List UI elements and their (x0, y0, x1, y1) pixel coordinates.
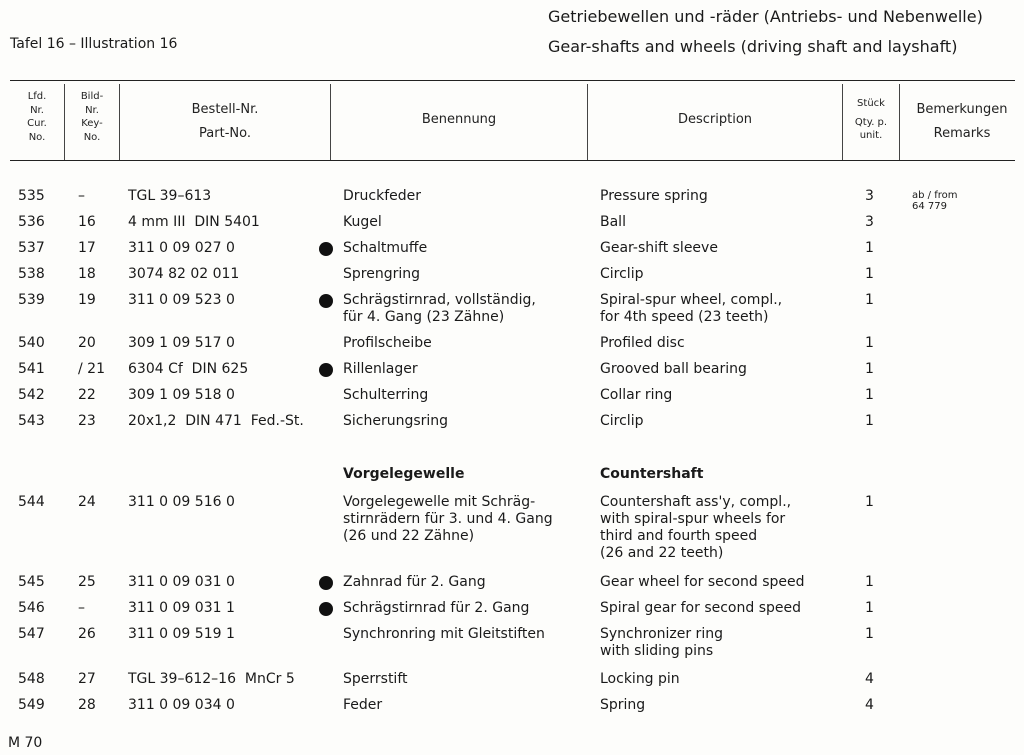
row-en-cell: Ball (600, 214, 626, 230)
row-lfd-cell: 546 (18, 600, 45, 616)
row-part-cell: 311 0 09 031 0 (128, 574, 235, 590)
row-bild-cell: 23 (78, 413, 96, 429)
row-en-cell: Spiral-spur wheel, compl., for 4th speed (23 teeth) (600, 292, 783, 325)
header-text: Stück (857, 98, 885, 109)
row-part-cell: 311 0 09 516 0 (128, 494, 235, 510)
row-bild-cell: 26 (78, 626, 96, 642)
row-en-cell: Countershaft (600, 466, 704, 482)
row-bild-cell: 25 (78, 574, 96, 590)
row-de-cell: Vorgelegewelle (343, 466, 465, 482)
row-part-cell: 3074 82 02 011 (128, 266, 240, 282)
header-text: Lfd. (27, 91, 47, 102)
row-part-cell: 6304 Cf DIN 625 (128, 361, 249, 377)
row-lfd-cell: 537 (18, 240, 45, 256)
header-benennung: Benennung (421, 112, 497, 127)
row-qty-cell: 1 (865, 494, 874, 510)
row-bild-cell: – (78, 188, 85, 204)
row-en-cell: Locking pin (600, 671, 680, 687)
row-qty-cell: 1 (865, 574, 874, 590)
row-qty-cell: 3 (865, 188, 874, 204)
row-en-cell: Spiral gear for second speed (600, 600, 801, 616)
row-de-cell: Sprengring (343, 266, 420, 282)
row-en-cell: Collar ring (600, 387, 673, 403)
row-bild-cell: 24 (78, 494, 96, 510)
row-lfd-cell: 536 (18, 214, 45, 230)
row-qty-cell: 1 (865, 240, 874, 256)
row-qty-cell: 1 (865, 626, 874, 642)
marker-dot-icon (319, 242, 333, 256)
header-text: Nr. (85, 104, 99, 116)
row-en-cell: Spring (600, 697, 646, 713)
row-de-cell: Schrägstirnrad für 2. Gang (343, 600, 530, 616)
row-qty-cell: 1 (865, 413, 874, 429)
row-bild-cell: 18 (78, 266, 96, 282)
row-qty-cell: 3 (865, 214, 874, 230)
row-qty-cell: 1 (865, 361, 874, 377)
row-bild-cell: 22 (78, 387, 96, 403)
marker-dot-icon (319, 294, 333, 308)
header-text: Nr. (30, 104, 44, 116)
row-de-cell: Feder (343, 697, 383, 713)
row-part-cell: 20x1,2 DIN 471 Fed.-St. (128, 413, 304, 429)
row-de-cell: Vorgelegewelle mit Schräg- stirnrädern für 3. und 4. Gang (26 und 22 Zähne) (343, 494, 553, 544)
row-part-cell: 311 0 09 523 0 (128, 292, 235, 308)
row-lfd-cell: 545 (18, 574, 45, 590)
row-bild-cell: 27 (78, 671, 96, 687)
row-en-cell: Synchronizer ring with sliding pins (600, 626, 723, 659)
row-lfd-cell: 538 (18, 266, 45, 282)
row-bild-cell: 20 (78, 335, 96, 351)
row-de-cell: Sicherungsring (343, 413, 449, 429)
row-en-cell: Gear-shift sleeve (600, 240, 718, 256)
row-de-cell: Schrägstirnrad, vollständig, für 4. Gang (23 Zähne) (343, 292, 536, 325)
row-lfd-cell: 548 (18, 671, 45, 687)
row-part-cell: 311 0 09 031 1 (128, 600, 235, 616)
row-lfd-cell: 539 (18, 292, 45, 308)
row-part-cell: 311 0 09 034 0 (128, 697, 235, 713)
row-lfd-cell: 543 (18, 413, 45, 429)
row-part-cell: 309 1 09 518 0 (128, 387, 235, 403)
row-de-cell: Zahnrad für 2. Gang (343, 574, 486, 590)
title-german: Getriebewellen und -räder (Antriebs- und Nebenwelle) (548, 7, 983, 26)
row-de-cell: Rillenlager (343, 361, 418, 377)
row-lfd-cell: 542 (18, 387, 45, 403)
row-de-cell: Schulterring (343, 387, 429, 403)
row-de-cell: Kugel (343, 214, 382, 230)
row-lfd-cell: 535 (18, 188, 45, 204)
row-en-cell: Circlip (600, 413, 644, 429)
row-part-cell: 311 0 09 519 1 (128, 626, 235, 642)
page-number: M 70 (8, 735, 43, 751)
row-bild-cell: / 21 (78, 361, 105, 377)
row-bild-cell: 17 (78, 240, 96, 256)
row-de-cell: Schaltmuffe (343, 240, 428, 256)
header-text: No. (83, 131, 101, 143)
title-english: Gear-shafts and wheels (driving shaft and layshaft) (548, 37, 958, 56)
row-lfd-cell: 549 (18, 697, 45, 713)
plate-label: Tafel 16 – Illustration 16 (10, 36, 178, 52)
header-text: Key- (81, 118, 103, 129)
row-rem-cell: ab / from 64 779 (912, 190, 958, 212)
header-text: Bild- (80, 91, 104, 102)
row-part-cell: 311 0 09 027 0 (128, 240, 235, 256)
row-qty-cell: 1 (865, 387, 874, 403)
row-lfd-cell: 540 (18, 335, 45, 351)
row-bild-cell: 19 (78, 292, 96, 308)
row-qty-cell: 1 (865, 600, 874, 616)
row-en-cell: Grooved ball bearing (600, 361, 747, 377)
row-en-cell: Countershaft ass'y, compl., with spiral-spur wheels for third and fourth speed (26 and 22 teeth) (600, 494, 792, 561)
marker-dot-icon (319, 363, 333, 377)
row-qty-cell: 4 (865, 671, 874, 687)
header-description: Description (677, 112, 753, 127)
marker-dot-icon (319, 602, 333, 616)
row-de-cell: Druckfeder (343, 188, 422, 204)
row-qty-cell: 1 (865, 292, 874, 308)
marker-dot-icon (319, 576, 333, 590)
row-lfd-cell: 541 (18, 361, 45, 377)
row-qty-cell: 4 (865, 697, 874, 713)
header-text: Remarks (933, 126, 991, 142)
row-part-cell: TGL 39–613 (128, 188, 212, 204)
row-lfd-cell: 547 (18, 626, 45, 642)
row-en-cell: Gear wheel for second speed (600, 574, 805, 590)
header-text: No. (28, 131, 46, 143)
row-bild-cell: 28 (78, 697, 96, 713)
row-qty-cell: 1 (865, 335, 874, 351)
header-text: unit. (859, 130, 883, 141)
row-bild-cell: 16 (78, 214, 96, 230)
row-en-cell: Circlip (600, 266, 644, 282)
header-text: Bestell-Nr. (191, 102, 259, 117)
row-de-cell: Synchronring mit Gleitstiften (343, 626, 545, 642)
row-part-cell: TGL 39–612–16 MnCr 5 (128, 671, 295, 687)
header-text: Cur. (27, 118, 47, 129)
row-bild-cell: – (78, 600, 85, 616)
row-qty-cell: 1 (865, 266, 874, 282)
row-de-cell: Sperrstift (343, 671, 408, 687)
row-lfd-cell: 544 (18, 494, 45, 510)
row-en-cell: Pressure spring (600, 188, 708, 204)
row-de-cell: Profilscheibe (343, 335, 432, 351)
row-part-cell: 309 1 09 517 0 (128, 335, 235, 351)
row-en-cell: Profiled disc (600, 335, 685, 351)
header-text: Bemerkungen (916, 102, 1008, 117)
header-text: Qty. p. (854, 116, 888, 128)
row-part-cell: 4 mm III DIN 5401 (128, 214, 260, 230)
header-text: Part-No. (199, 126, 251, 142)
